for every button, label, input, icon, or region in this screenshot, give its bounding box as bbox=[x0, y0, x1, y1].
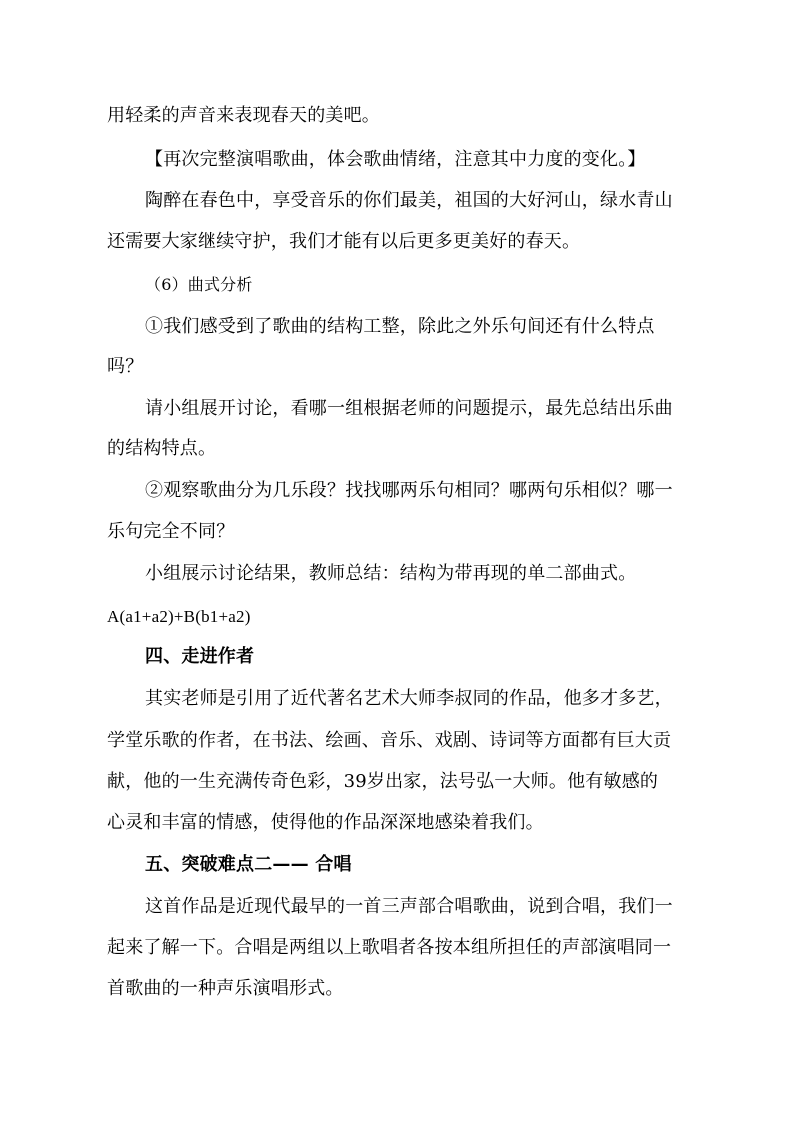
paragraph-line: 起来了解一下。合唱是两组以上歌唱者各按本组所担任的声部演唱同一 bbox=[107, 937, 672, 958]
paragraph-line: 用轻柔的声音来表现春天的美吧。 bbox=[107, 105, 380, 126]
paragraph-line: 请小组展开讨论，看哪一组根据老师的问题提示，最先总结出乐曲 bbox=[145, 398, 673, 419]
paragraph-line: 首歌曲的一种声乐演唱形式。 bbox=[107, 978, 344, 999]
paragraph-line: 献，他的一生充满传奇色彩，39岁出家，法号弘一大师。他有敏感的 bbox=[107, 771, 659, 792]
paragraph-line: 的结构特点。 bbox=[107, 438, 217, 459]
structure-formula: A(a1+a2)+B(b1+a2) bbox=[107, 607, 251, 626]
paragraph-line: 陶醉在春色中，享受音乐的你们最美，祖国的大好河山，绿水青山 bbox=[145, 190, 673, 211]
paragraph-line: 这首作品是近现代最早的一首三声部合唱歌曲，说到合唱，我们一 bbox=[145, 896, 673, 917]
paragraph-line: 吗？ bbox=[107, 356, 144, 377]
paragraph-line: ②观察歌曲分为几乐段？找找哪两乐句相同？哪两句乐相似？哪一 bbox=[145, 480, 673, 501]
paragraph-line: 乐句完全不同？ bbox=[107, 521, 235, 542]
section-subheading: （6）曲式分析 bbox=[145, 275, 253, 294]
paragraph-line: ①我们感受到了歌曲的结构工整，除此之外乐句间还有什么特点 bbox=[145, 316, 655, 337]
section-heading: 五、突破难点二—— 合唱 bbox=[145, 854, 352, 875]
paragraph-line: 小组展示讨论结果，教师总结：结构为带再现的单二部曲式。 bbox=[145, 563, 637, 584]
paragraph-line: 【再次完整演唱歌曲，体会歌曲情绪，注意其中力度的变化。】 bbox=[145, 149, 646, 170]
section-heading: 四、走进作者 bbox=[145, 646, 255, 667]
paragraph-line: 学堂乐歌的作者，在书法、绘画、音乐、戏剧、诗词等方面都有巨大贡 bbox=[107, 730, 672, 751]
paragraph-line: 还需要大家继续守护，我们才能有以后更多更美好的春天。 bbox=[107, 231, 581, 252]
paragraph-line: 心灵和丰富的情感，使得他的作品深深地感染着我们。 bbox=[107, 812, 544, 833]
paragraph-line: 其实老师是引用了近代著名艺术大师李叔同的作品，他多才多艺， bbox=[145, 688, 673, 709]
